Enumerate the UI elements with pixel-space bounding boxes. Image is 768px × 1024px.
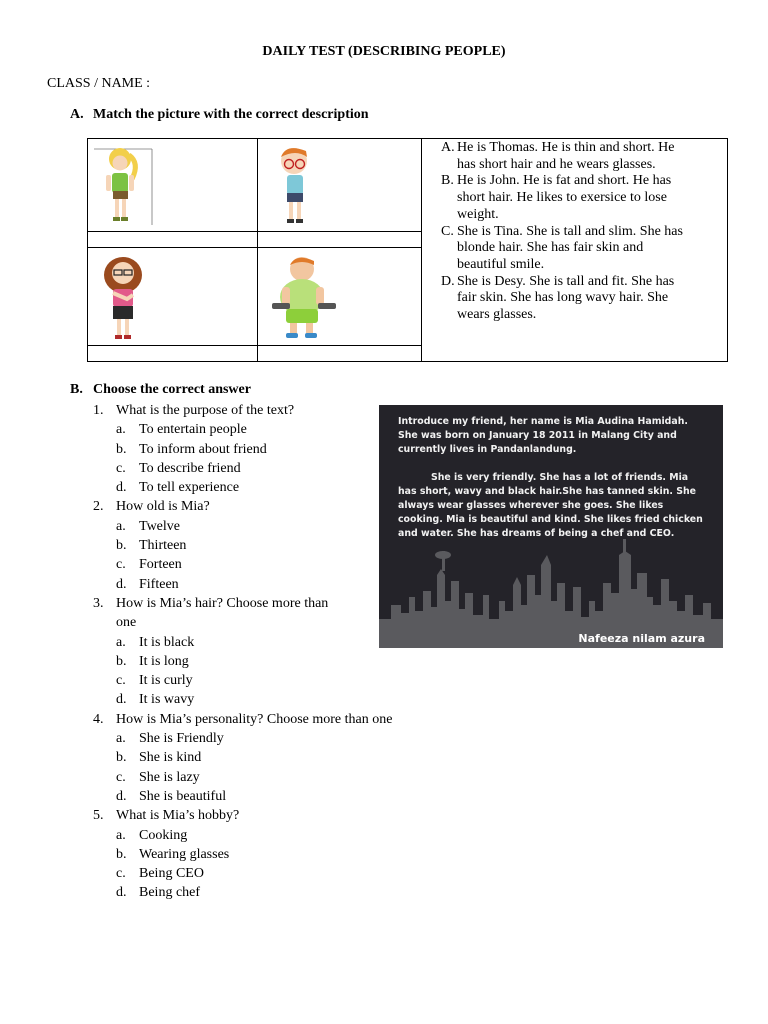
option-text: Forteen xyxy=(139,557,182,573)
page-title: DAILY TEST (DESCRIBING PEOPLE) xyxy=(262,44,506,59)
answer-option[interactable] xyxy=(93,864,438,883)
option-letter: b. xyxy=(116,441,127,457)
option-letter: c. xyxy=(116,769,126,785)
section-a-title: Match the picture with the correct description xyxy=(93,107,369,122)
boy-with-glasses-figure xyxy=(272,145,322,231)
description-line: He is Thomas. He is thin and short. He xyxy=(457,140,675,155)
reading-text-poster xyxy=(379,405,723,648)
poster-paragraph: She is very friendly. She has a lot of friends. Mia has short, wavy and black hair.She has tanned skin. She always wear glasses wherever she goes. She likes cooking. Mia is beautiful and kind. She likes fried chicken and water. She has dreams of being a chef and CEO. xyxy=(398,472,703,539)
question-text: How is Mia’s hair? Choose more than xyxy=(116,595,329,611)
answer-option[interactable] xyxy=(93,845,438,864)
class-name-label: CLASS / NAME : xyxy=(47,76,151,91)
option-letter: a. xyxy=(116,634,126,650)
poster-paragraph: Introduce my friend, her name is Mia Audina Hamidah. She was born on January 18 2011 in Malang City and currently lives in Pandanlandung. xyxy=(398,416,688,455)
answer-option[interactable] xyxy=(93,690,438,709)
description-line: She is Desy. She is tall and fit. She has xyxy=(457,273,675,289)
question-number: 1. xyxy=(93,403,104,418)
option-text: To describe friend xyxy=(139,460,241,476)
curly-hair-girl-with-glasses-figure xyxy=(94,251,154,343)
description-line: She is Tina. She is tall and slim. She has xyxy=(457,223,683,239)
description-line: fair skin. She has long wavy hair. She xyxy=(457,290,669,306)
option-letter: d. xyxy=(116,788,127,804)
question-text: one xyxy=(116,615,137,631)
option-text: It is black xyxy=(139,634,195,650)
question xyxy=(93,710,438,729)
table-divider xyxy=(88,231,421,232)
option-letter: c. xyxy=(116,460,126,476)
question-number: 4. xyxy=(93,711,104,727)
option-text: Fifteen xyxy=(139,576,179,592)
answer-option[interactable] xyxy=(93,748,438,767)
table-divider xyxy=(257,139,258,361)
answer-option[interactable] xyxy=(93,883,438,902)
option-letter: c. xyxy=(116,866,126,882)
option-letter: b. xyxy=(116,653,127,669)
answer-option[interactable] xyxy=(93,826,438,845)
description-item xyxy=(431,274,721,324)
option-letter: d. xyxy=(116,692,127,708)
description-line: has short hair and he wears glasses. xyxy=(457,156,656,172)
option-text: To entertain people xyxy=(139,422,247,438)
option-text: It is curly xyxy=(139,673,193,689)
section-a-letter: A. xyxy=(70,107,84,122)
option-letter: a. xyxy=(116,518,126,534)
option-text: Thirteen xyxy=(139,538,187,554)
option-letter: a. xyxy=(116,422,126,438)
option-letter: b. xyxy=(116,846,127,862)
option-text: Cooking xyxy=(139,827,188,843)
description-item xyxy=(431,173,721,223)
option-letter: d. xyxy=(116,576,127,592)
matching-table xyxy=(87,138,728,362)
section-b-heading xyxy=(70,382,251,398)
option-text: It is long xyxy=(139,653,189,669)
option-letter: d. xyxy=(116,885,127,901)
answer-option[interactable] xyxy=(93,768,438,787)
description-line: blonde hair. She has fair skin and xyxy=(457,240,644,256)
table-divider xyxy=(88,247,421,248)
answer-option[interactable] xyxy=(93,729,438,748)
description-item xyxy=(431,224,721,274)
question-text: What is Mia’s hobby? xyxy=(116,808,240,824)
poster-author-credit: Nafeeza nilam azura xyxy=(578,632,705,645)
description-line: beautiful smile. xyxy=(457,256,545,272)
option-text: Being chef xyxy=(139,885,201,901)
option-letter: b. xyxy=(116,538,127,554)
option-letter: c. xyxy=(116,557,126,573)
option-letter: c. xyxy=(116,673,126,689)
question-number: 3. xyxy=(93,595,104,611)
option-text: She is Friendly xyxy=(139,731,224,747)
poster-text xyxy=(398,415,708,541)
question xyxy=(93,806,438,825)
table-divider xyxy=(421,139,422,361)
section-b-title: Choose the correct answer xyxy=(93,382,251,397)
question-text: What is the purpose of the text? xyxy=(116,403,295,418)
table-divider xyxy=(88,345,421,346)
question-number: 2. xyxy=(93,499,104,515)
description-letter: C. xyxy=(441,223,454,239)
description-line: He is John. He is fat and short. He has xyxy=(457,173,672,189)
option-letter: d. xyxy=(116,480,127,496)
answer-option[interactable] xyxy=(93,787,438,806)
description-item xyxy=(431,140,721,173)
option-text: She is lazy xyxy=(139,769,200,785)
section-b-letter: B. xyxy=(70,382,83,397)
option-letter: a. xyxy=(116,827,126,843)
description-letter: B. xyxy=(441,173,454,189)
option-text: It is wavy xyxy=(139,692,195,708)
description-letter: D. xyxy=(441,273,455,289)
option-text: To tell experience xyxy=(139,480,240,496)
question-text: How is Mia’s personality? Choose more than one xyxy=(116,711,393,727)
option-text: Being CEO xyxy=(139,866,204,882)
descriptions-cell xyxy=(431,139,721,324)
description-line: wears glasses. xyxy=(457,307,537,323)
option-text: Wearing glasses xyxy=(139,846,230,862)
chubby-boy-with-dumbbells-figure xyxy=(268,253,340,341)
option-letter: b. xyxy=(116,750,127,766)
option-text: She is beautiful xyxy=(139,788,227,804)
question-number: 5. xyxy=(93,808,104,824)
option-text: To inform about friend xyxy=(139,441,267,457)
section-a-heading xyxy=(70,107,369,123)
description-line: short hair. He likes to exersice to lose xyxy=(457,190,667,206)
option-letter: a. xyxy=(116,731,126,747)
blonde-girl-figure xyxy=(92,145,154,227)
answer-option[interactable] xyxy=(93,652,438,671)
description-line: weight. xyxy=(457,206,499,222)
answer-option[interactable] xyxy=(93,671,438,690)
description-letter: A. xyxy=(441,140,455,155)
question-text: How old is Mia? xyxy=(116,499,210,515)
option-text: Twelve xyxy=(139,518,181,534)
option-text: She is kind xyxy=(139,750,202,766)
